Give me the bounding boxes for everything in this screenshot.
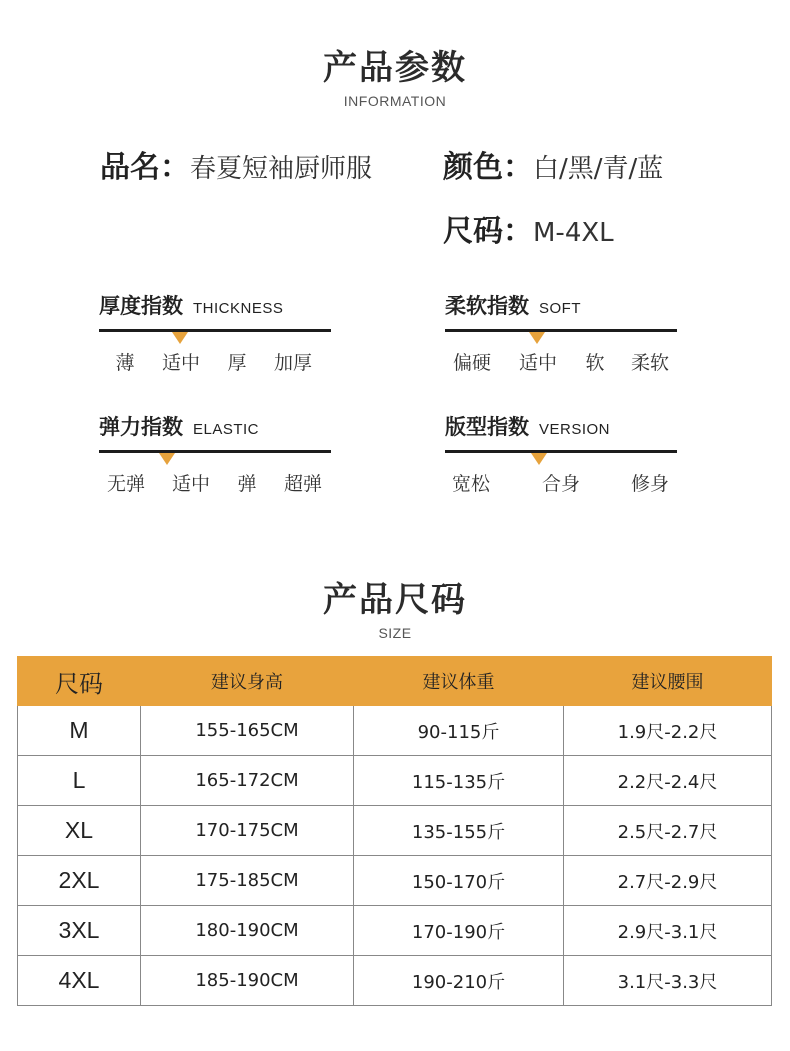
index-title: 版型指数 [445,415,529,439]
size-label: 尺码： [443,214,533,249]
index-option: 偏硬 [452,352,492,374]
table-row [18,856,772,906]
index-marker-icon [531,453,547,465]
header-waist: 建议腰围 [564,657,772,706]
index-title: 柔软指数 [445,294,529,318]
size-row [443,206,614,250]
index-option: 厚 [227,352,247,374]
waist-cell: 2.9尺-3.1尺 [564,906,772,956]
index-option: 适中 [171,473,211,495]
height-cell: 185-190CM [141,956,354,1006]
index-option: 超弹 [283,473,323,495]
height-cell: 175-185CM [141,856,354,906]
weight-cell: 190-210斤 [354,956,564,1006]
size-value: M-4XL [533,218,614,248]
index-title: 厚度指数 [99,294,183,318]
size-cell: 2XL [18,856,141,906]
product-name-value: 春夏短袖厨师服 [190,154,373,184]
header-height: 建议身高 [141,657,354,706]
product-name-label: 品名： [100,150,190,185]
index-en-label: VERSION [539,421,611,438]
info-subtitle: INFORMATION [343,93,447,109]
size-section-title: 产品尺码 [323,580,467,620]
index-option: 适中 [518,352,558,374]
weight-cell: 90-115斤 [354,706,564,756]
index-option: 宽松 [451,473,491,495]
height-cell: 170-175CM [141,806,354,856]
index-thickness [99,290,339,390]
index-scale-line [445,329,677,332]
index-elastic [99,411,339,511]
header-size: 尺码 [18,657,141,706]
product-name-row [100,142,372,186]
index-option: 柔软 [630,352,670,374]
index-soft [445,290,685,390]
index-option: 软 [585,352,605,374]
index-en-label: ELASTIC [193,421,260,438]
size-cell: L [18,756,141,806]
color-value: 白/黑/青/蓝 [533,154,664,184]
index-option: 适中 [161,352,201,374]
index-version [445,411,685,511]
size-cell: 4XL [18,956,141,1006]
info-title: 产品参数 [323,48,467,88]
weight-cell: 115-135斤 [354,756,564,806]
size-table [17,656,772,1006]
index-option: 无弹 [106,473,146,495]
table-row [18,806,772,856]
index-en-label: SOFT [539,300,581,317]
index-option: 弹 [237,473,257,495]
index-scale-line [99,329,331,332]
weight-cell: 150-170斤 [354,856,564,906]
size-cell: M [18,706,141,756]
index-option: 薄 [115,352,135,374]
index-scale-line [99,450,331,453]
size-cell: 3XL [18,906,141,956]
index-en-label: THICKNESS [193,300,284,317]
index-option: 加厚 [273,352,313,374]
table-row [18,906,772,956]
waist-cell: 1.9尺-2.2尺 [564,706,772,756]
height-cell: 180-190CM [141,906,354,956]
waist-cell: 2.7尺-2.9尺 [564,856,772,906]
color-label: 颜色： [443,150,533,185]
index-marker-icon [172,332,188,344]
waist-cell: 3.1尺-3.3尺 [564,956,772,1006]
index-scale-line [445,450,677,453]
weight-cell: 135-155斤 [354,806,564,856]
size-section-subtitle: SIZE [378,625,412,641]
index-option: 合身 [541,473,581,495]
weight-cell: 170-190斤 [354,906,564,956]
index-title: 弹力指数 [99,415,183,439]
header-weight: 建议体重 [354,657,564,706]
table-row [18,706,772,756]
table-row [18,756,772,806]
index-option: 修身 [630,473,670,495]
color-row [443,142,663,186]
waist-cell: 2.5尺-2.7尺 [564,806,772,856]
table-row [18,956,772,1006]
waist-cell: 2.2尺-2.4尺 [564,756,772,806]
size-cell: XL [18,806,141,856]
height-cell: 165-172CM [141,756,354,806]
index-marker-icon [529,332,545,344]
index-marker-icon [159,453,175,465]
size-table-header [18,657,772,706]
height-cell: 155-165CM [141,706,354,756]
